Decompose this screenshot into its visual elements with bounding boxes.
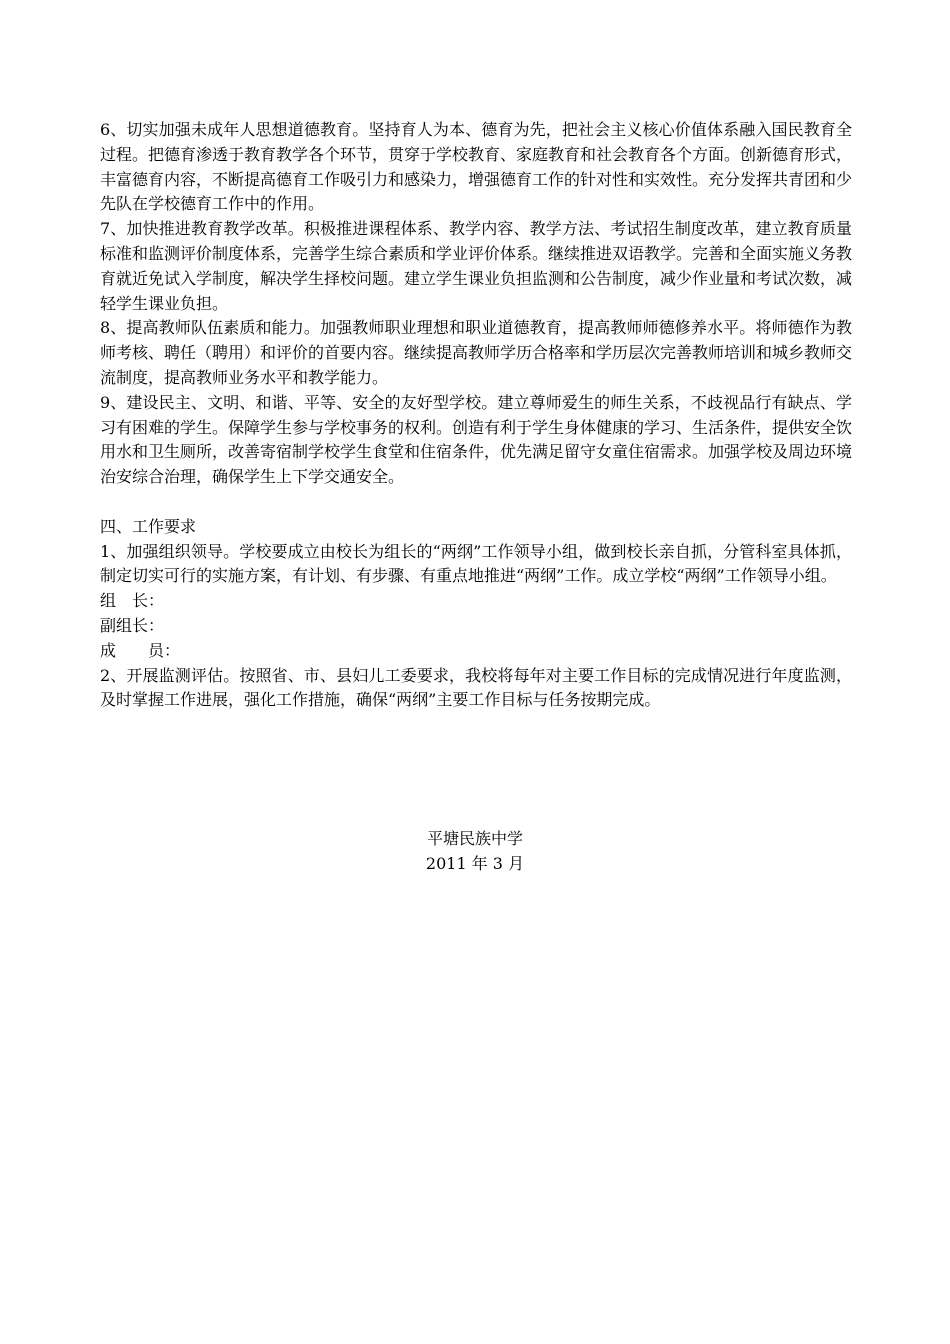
leader-line: 组 长：	[100, 591, 165, 611]
signature-date: 2011 年 3 月	[425, 854, 525, 873]
members-line: 成 员：	[100, 640, 181, 660]
paragraph-item-9: 9、建设民主、文明、和谐、平等、安全的友好型学校。建立尊师爱生的师生关系，不歧视品行有缺点、学习有困难的学生。保障学生参与学校事务的权利。创造有利于学生身体健康的学习、生活条件，提供安全饮用水和卫生厕所，改善寄宿制学校学生食堂和住宿条件，优先满足留守女童住宿需求。加强学校及周边环境治安综合治理，确保学生上下学交通安全。	[100, 392, 853, 487]
section-heading: 四、工作要求	[100, 516, 197, 536]
requirement-item-2: 2、开展监测评估。按照省、市、县妇儿工委要求，我校将每年对主要工作目标的完成情况进行年度监测，及时掌握工作进展，强化工作措施，确保“两纲”主要工作目标与任务按期完成。	[100, 665, 852, 710]
requirement-item-1: 1、加强组织领导。学校要成立由校长为组长的“两纲”工作领导小组，做到校长亲自抓，分管科室具体抓，制定切实可行的实施方案，有计划、有步骤、有重点地推进“两纲”工作。成立学校“两纲”工作领导小组。	[100, 541, 852, 586]
paragraph-item-7: 7、加快推进教育教学改革。积极推进课程体系、教学内容、教学方法、考试招生制度改革，建立教育质量标准和监测评价制度体系，完善学生综合素质和学业评价体系。继续推进双语教学。完善和全面实施义务教育就近免试入学制度，解决学生择校问题。建立学生课业负担监测和公告制度，减少作业量和考试次数，减轻学生课业负担。	[100, 219, 853, 313]
paragraph-gap	[100, 490, 852, 515]
paragraph-item-6: 6、切实加强未成年人思想道德教育。坚持育人为本、德育为先，把社会主义核心价值体系融入国民教育全过程。把德育渗透于教育教学各个环节，贯穿于学校教育、家庭教育和社会教育各个方面。创新德育形式，丰富德育内容，不断提高德育工作吸引力和感染力，增强德育工作的针对性和实效性。充分发挥共青团和少先队在学校德育工作中的作用。	[100, 120, 853, 214]
document-body	[100, 118, 852, 713]
deputy-leader-line: 副组长：	[100, 615, 165, 635]
paragraph-item-8: 8、提高教师队伍素质和能力。加强教师职业理想和职业道德教育，提高教师师德修养水平。将师德作为教师考核、聘任（聘用）和评价的首要内容。继续提高教师学历合格率和学历层次完善教师培训和城乡教师交流制度，提高教师业务水平和教学能力。	[100, 318, 853, 387]
signature-organization: 平塘民族中学	[426, 829, 523, 848]
